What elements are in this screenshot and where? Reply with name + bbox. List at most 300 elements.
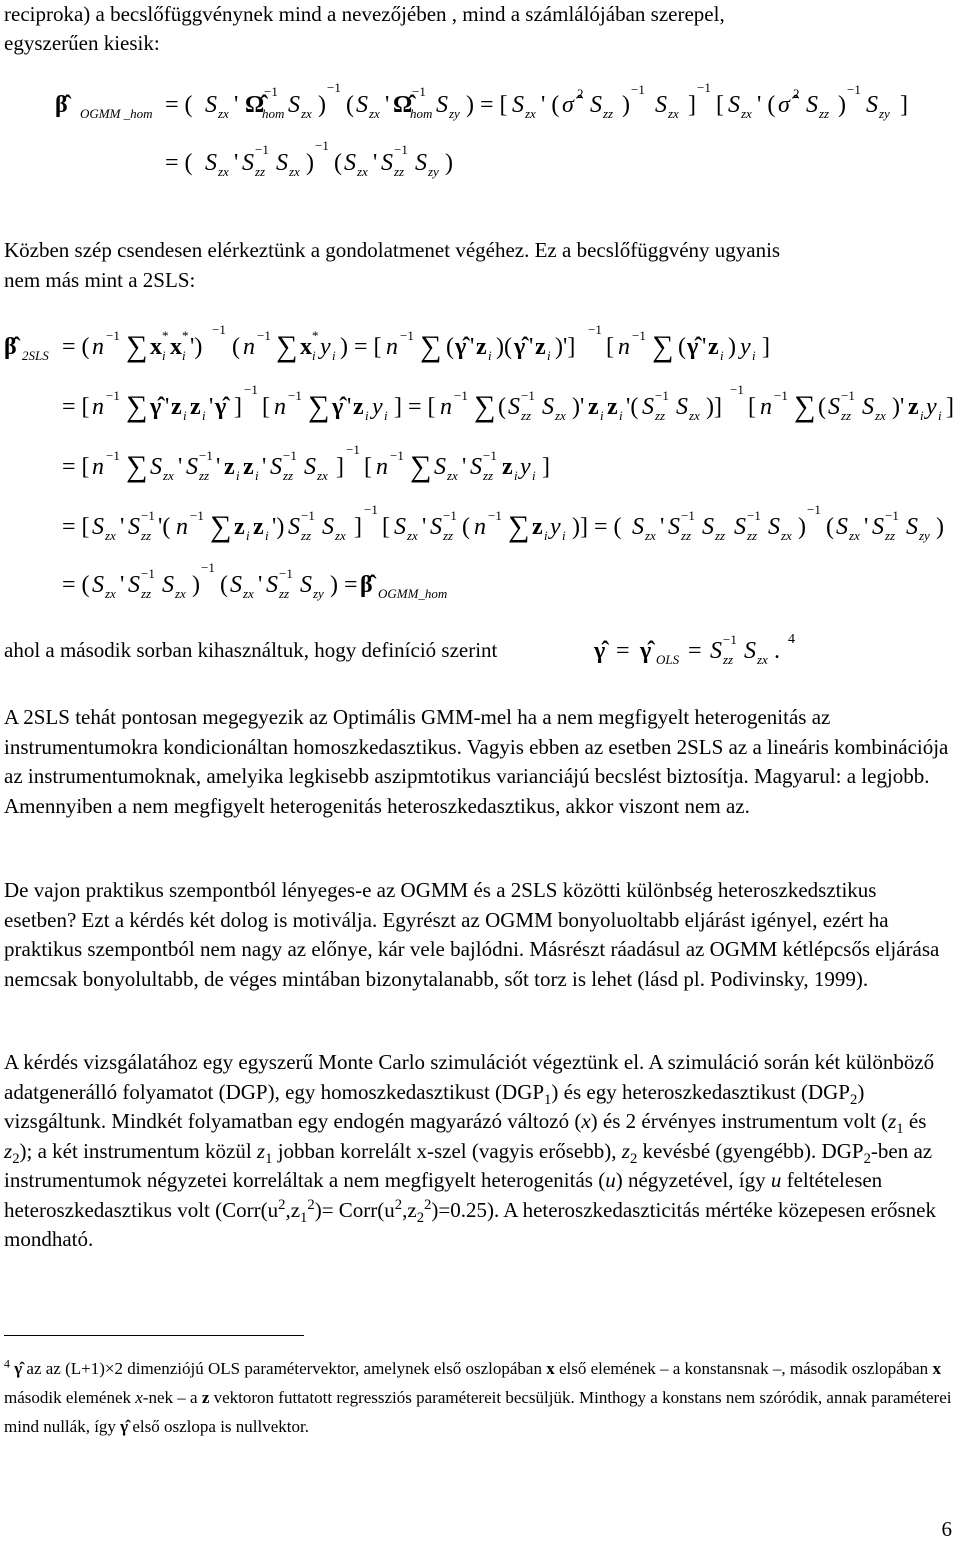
svg-text:S: S (356, 92, 368, 118)
svg-text:−1: −1 (697, 80, 711, 95)
svg-text:)]: )] (706, 394, 722, 420)
svg-text:zx: zx (243, 586, 254, 601)
svg-text:zz: zz (483, 468, 494, 483)
svg-text:n: n (386, 334, 398, 360)
svg-text:[: [ (364, 454, 372, 480)
svg-text:i: i (920, 408, 924, 423)
svg-text:S: S (381, 150, 393, 176)
svg-text:= [: = [ (62, 514, 90, 540)
svg-text:z: z (908, 394, 919, 420)
svg-text:z: z (607, 394, 618, 420)
svg-text:−1: −1 (723, 632, 737, 647)
svg-text:−1: −1 (106, 388, 120, 403)
svg-text:γ̂: γ̂ (150, 394, 162, 420)
svg-text:S: S (128, 572, 140, 598)
svg-text:': ' (120, 572, 125, 598)
svg-text:': ' (422, 514, 427, 540)
svg-text:) = [: ) = [ (340, 334, 382, 360)
svg-text:zx: zx (218, 164, 229, 179)
svg-text:'(: '( (626, 394, 639, 420)
svg-text:zx: zx (645, 528, 656, 543)
svg-text:n: n (618, 334, 630, 360)
svg-text:OGMM_hom: OGMM_hom (378, 586, 448, 601)
svg-text:zy: zy (449, 106, 460, 121)
svg-text:': ' (702, 334, 707, 360)
svg-text:(: ( (334, 150, 342, 176)
eq2-line1-graphic (4, 322, 770, 363)
svg-text:−1: −1 (681, 508, 695, 523)
svg-text:S: S (702, 514, 714, 540)
svg-text:zz: zz (283, 468, 294, 483)
svg-text:−1: −1 (190, 508, 204, 523)
svg-text:n: n (274, 394, 286, 420)
svg-text:zz: zz (279, 586, 290, 601)
footnote-ref-4: 4 (788, 632, 795, 647)
svg-text:−1: −1 (390, 448, 404, 463)
svg-text:zx: zx (689, 408, 700, 423)
svg-text:2SLS: 2SLS (22, 348, 49, 363)
svg-text:y: y (926, 394, 937, 420)
paragraph-a: A 2SLS tehát pontosan megegyezik az Optimális GMM-mel ha a nem megfigyelt heterogenitás az instrumentumokra kondicionáltan homoszkedasztikus. Vagyis ebben az esetben 2SLS az a lineáris kombinációja az instrumentumoknak, amelyika legkisebb aszipmtotikus varianciájú becslést biztosítja. Magyarul: a legjobb. Amennyiben a nem megfigyelt heterogenitás heteroszkedasztikus, akkor viszont nem az. (4, 705, 949, 818)
svg-text:S: S (205, 150, 217, 176)
svg-text:(: ( (678, 334, 686, 360)
para-2sls-line-2: nem más mint a 2SLS: (4, 268, 196, 292)
svg-text:−1: −1 (301, 508, 315, 523)
ahol-formula-graphic (590, 628, 810, 672)
svg-text:β̂: β̂ (360, 572, 373, 598)
svg-text:S: S (394, 514, 406, 540)
svg-text:= [: = [ (62, 394, 90, 420)
svg-text:∑: ∑ (420, 330, 442, 363)
svg-text:−1: −1 (847, 82, 861, 97)
svg-text:−1: −1 (632, 328, 646, 343)
svg-text:S: S (128, 514, 140, 540)
footnote-number: 4 (4, 1356, 10, 1371)
svg-text:y: y (550, 514, 561, 540)
eq2-line5-graphic (62, 560, 447, 601)
svg-text:i: i (236, 468, 240, 483)
svg-text:zz: zz (394, 164, 405, 179)
svg-text:[: [ (748, 394, 756, 420)
svg-text:S: S (744, 638, 756, 664)
svg-text:∑: ∑ (652, 330, 674, 363)
svg-text:i: i (162, 348, 166, 363)
svg-text:S: S (632, 514, 644, 540)
svg-text:zx: zx (301, 106, 312, 121)
svg-text:)': )' (572, 394, 585, 420)
svg-text:zx: zx (175, 586, 186, 601)
svg-text:−1: −1 (885, 508, 899, 523)
svg-text:': ' (258, 572, 263, 598)
svg-text:S: S (304, 454, 316, 480)
eq2-line2-graphic (62, 382, 954, 423)
svg-text:S: S (430, 514, 442, 540)
svg-text:−1: −1 (141, 566, 155, 581)
svg-text:z: z (224, 454, 235, 480)
svg-text:S: S (828, 394, 840, 420)
svg-text:=: = (616, 638, 630, 664)
svg-text:γ̂: γ̂ (687, 334, 699, 360)
footnote-4: $^4$ γ̂ az az (L+1)×2 dimenziójú OLS paramétervektor, amelynek első oszlopában x első elemének – a konstansnak –, második oszlopában x második elemének x-nek – a z vektoron futtatott regressziós paramétereit becsüljük. Minthogy a konstans nem szóródik, annak paraméterei mind nullák, így γ̂ első oszlopa is nullvektor. (4, 1356, 952, 1436)
svg-text:S: S (906, 514, 918, 540)
svg-text:(: ( (346, 92, 354, 118)
svg-text:OLS: OLS (656, 652, 680, 667)
svg-text:=: = (688, 638, 702, 664)
svg-text:γ̂: γ̂ (640, 638, 652, 664)
svg-text:n: n (92, 394, 104, 420)
svg-text:zz: zz (885, 528, 896, 543)
svg-text:zz: zz (681, 528, 692, 543)
svg-text:)(: )( (496, 334, 512, 360)
svg-text:) =: ) = (330, 572, 358, 598)
paragraph-b: De vajon praktikus szempontból lényeges-e az OGMM és a 2SLS közötti különbség heteroszkedsztikus esetben? Ezt a kérdés két dolog is motiválja. Egyrészt az OGMM bonyoluoltabb eljárást igényel, ezért ha praktikus szempontból nem nagy az előnye, kár vele bajlódni. Másrészt ráadásul az OGMM kétlépcsős eljárása nemcsak bonyolultabb, de véges mintában bizonytalanabb, sőt torz is lehet (lásd pl. Podivinsky, 1999). (4, 878, 940, 991)
svg-text:hom: hom (262, 106, 285, 121)
svg-text:−1: −1 (747, 508, 761, 523)
svg-text:zy: zy (919, 528, 930, 543)
svg-text:S: S (322, 514, 334, 540)
svg-text:S: S (508, 394, 520, 420)
equation-graphic (0, 0, 960, 640)
svg-text:∑: ∑ (474, 390, 496, 423)
svg-text:': ' (864, 514, 869, 540)
svg-text:]: ] (354, 514, 362, 540)
svg-text:i: i (619, 408, 623, 423)
svg-text:S: S (512, 92, 524, 118)
svg-text:S: S (866, 92, 878, 118)
svg-text:) = [: ) = [ (466, 92, 508, 118)
ahol-text: ahol a második sorban kihasználtuk, hogy definíció szerint (4, 638, 498, 662)
ahol-line (4, 636, 497, 666)
eq1-line1-graphic (55, 80, 908, 121)
svg-text:': ' (216, 454, 221, 480)
svg-text:n: n (243, 334, 255, 360)
svg-text:−1: −1 (288, 388, 302, 403)
svg-text:y: y (740, 334, 751, 360)
svg-text:': ' (165, 394, 170, 420)
svg-text:': ' (234, 150, 239, 176)
svg-text:−1: −1 (283, 448, 297, 463)
paragraph-c: A kérdés vizsgálatához egy egyszerű Monte Carlo szimulációt végeztünk el. A szimuláció során két különböző adatgenerálló folyamatot (DGP), egy homoszkedasztikust $(DGP_1)$ és egy heteroszkedasztikust $(DGP_2)$ vizsgáltunk. Mindkét folyamatban egy endogén magyarázó változó (x) és 2 érvényes instrumentum volt ($z_1$ és $z_2$); a két instrumentum közül $z_1$ jobban korrelált x-szel (vagyis erősebb), $z_2$ kevésbé (gyengébb). $DGP_2$-ben az instrumentumok négyzetei korreláltak a nem megfigyelt heterogenitás (u) négyzetével, így u feltételesen heteroszkedasztikus volt ($Corr(u^2,z_1^2)=$ $Corr(u^2,z_2^2)=0.25$). A heteroszkedaszticitás mértéke közepesen erősnek mondható. (4, 1050, 936, 1251)
svg-text:S: S (862, 394, 874, 420)
svg-text:−1: −1 (364, 502, 378, 517)
svg-text:z: z (243, 454, 254, 480)
svg-text:): ) (318, 92, 326, 118)
svg-text:i: i (182, 348, 186, 363)
svg-text:]: ] (688, 92, 696, 118)
svg-text:'(: '( (158, 514, 171, 540)
svg-text:σ̂: σ̂ (778, 92, 790, 118)
svg-text:)': )' (892, 394, 905, 420)
svg-text:.: . (774, 638, 780, 664)
svg-text:zz: zz (655, 408, 666, 423)
svg-text:S: S (205, 92, 217, 118)
svg-text:S: S (872, 514, 884, 540)
svg-text:S: S (92, 514, 104, 540)
svg-text:zx: zx (335, 528, 346, 543)
svg-text:2: 2 (577, 86, 584, 101)
svg-text:S: S (434, 454, 446, 480)
svg-text:(: ( (462, 514, 470, 540)
svg-text:zz: zz (141, 528, 152, 543)
svg-text:S: S (300, 572, 312, 598)
svg-text:[: [ (382, 514, 390, 540)
svg-text:zz: zz (141, 586, 152, 601)
svg-text:] = [: ] = [ (394, 394, 436, 420)
svg-text:)] = (: )] = ( (572, 514, 622, 540)
svg-text:S: S (230, 572, 242, 598)
svg-text:': ' (470, 334, 475, 360)
svg-text:(: ( (498, 394, 506, 420)
svg-text:∑: ∑ (410, 450, 432, 483)
svg-text:i: i (332, 348, 336, 363)
svg-text:zx: zx (407, 528, 418, 543)
svg-text:zx: zx (357, 164, 368, 179)
svg-text:x: x (150, 334, 162, 360)
svg-text:' (: ' ( (757, 92, 776, 118)
svg-text:i: i (255, 468, 259, 483)
svg-text:zx: zx (105, 528, 116, 543)
svg-text:i: i (600, 408, 604, 423)
svg-text:−1: −1 (212, 322, 226, 337)
svg-text:S: S (655, 92, 667, 118)
svg-text:': ' (262, 454, 267, 480)
svg-text:−1: −1 (655, 388, 669, 403)
svg-text:x: x (300, 334, 312, 360)
svg-text:zz: zz (603, 106, 614, 121)
svg-text:∑: ∑ (126, 450, 148, 483)
svg-text:]: ] (542, 454, 550, 480)
svg-text:Ω̂: Ω̂ (393, 92, 413, 118)
svg-text:S: S (344, 150, 356, 176)
svg-text:∑: ∑ (126, 330, 148, 363)
svg-text:−1: −1 (483, 448, 497, 463)
page-number: 6 (941, 1517, 952, 1541)
svg-text:i: i (365, 408, 369, 423)
svg-text:−1: −1 (400, 328, 414, 343)
svg-text:= (: = ( (62, 334, 90, 360)
svg-text:*: * (162, 328, 169, 343)
svg-text:): ) (798, 514, 806, 540)
svg-text:]: ] (762, 334, 770, 360)
svg-text:−1: −1 (521, 388, 535, 403)
svg-text:zx: zx (757, 652, 768, 667)
svg-text:−1: −1 (257, 328, 271, 343)
svg-text:zx: zx (875, 408, 886, 423)
svg-text:)']: )'] (555, 334, 576, 360)
svg-text:γ̂: γ̂ (215, 394, 227, 420)
svg-text:n: n (92, 454, 104, 480)
svg-text:(: ( (818, 394, 826, 420)
svg-text:∑: ∑ (126, 390, 148, 423)
svg-text:S: S (162, 572, 174, 598)
svg-text:): ) (838, 92, 846, 118)
svg-text:': ' (529, 334, 534, 360)
svg-text:−1: −1 (199, 448, 213, 463)
svg-text:−1: −1 (264, 84, 278, 99)
svg-text:−1: −1 (488, 508, 502, 523)
svg-text:i: i (720, 348, 724, 363)
svg-text:γ̂: γ̂ (332, 394, 344, 420)
svg-text:): ) (728, 334, 736, 360)
eq1-line2-graphic (165, 138, 453, 179)
svg-text:zz: zz (723, 652, 734, 667)
svg-text:zy: zy (313, 586, 324, 601)
svg-text:−1: −1 (346, 442, 360, 457)
svg-text:zz: zz (715, 528, 726, 543)
svg-text:−1: −1 (315, 138, 329, 153)
svg-text:i: i (562, 528, 566, 543)
svg-text:S: S (150, 454, 162, 480)
svg-text:n: n (474, 514, 486, 540)
svg-text:−1: −1 (412, 84, 426, 99)
svg-text:n: n (92, 334, 104, 360)
svg-text:zz: zz (819, 106, 830, 121)
svg-text:= (: = ( (165, 92, 193, 118)
svg-text:zx: zx (555, 408, 566, 423)
svg-text:γ̂: γ̂ (594, 638, 606, 664)
svg-text:S: S (806, 92, 818, 118)
svg-text:zz: zz (841, 408, 852, 423)
svg-text:i: i (752, 348, 756, 363)
svg-text:': ' (234, 92, 239, 118)
svg-text:i: i (265, 528, 269, 543)
svg-text:zx: zx (369, 106, 380, 121)
svg-text:i: i (202, 408, 206, 423)
svg-text:i: i (514, 468, 518, 483)
svg-text:S: S (186, 454, 198, 480)
svg-text:y: y (520, 454, 531, 480)
svg-text:S: S (470, 454, 482, 480)
svg-text:i: i (532, 468, 536, 483)
svg-text:= [: = [ (62, 454, 90, 480)
svg-text:zz: zz (301, 528, 312, 543)
svg-text:−1: −1 (588, 322, 602, 337)
svg-text:−1: −1 (631, 82, 645, 97)
svg-text:zx: zx (781, 528, 792, 543)
svg-text:z: z (171, 394, 182, 420)
svg-text:[: [ (716, 92, 724, 118)
svg-text:zx: zx (447, 468, 458, 483)
svg-text:(: ( (220, 572, 228, 598)
svg-text:∑: ∑ (210, 510, 232, 543)
svg-text:S: S (415, 150, 427, 176)
svg-text:zx: zx (525, 106, 536, 121)
svg-text:−1: −1 (841, 388, 855, 403)
svg-text:z: z (353, 394, 364, 420)
svg-text:zx: zx (163, 468, 174, 483)
svg-text:z: z (253, 514, 264, 540)
svg-text:z: z (708, 334, 719, 360)
svg-text:[: [ (262, 394, 270, 420)
svg-text:hom: hom (410, 106, 433, 121)
svg-text:n: n (760, 394, 772, 420)
svg-text:zx: zx (317, 468, 328, 483)
svg-text:zx: zx (849, 528, 860, 543)
svg-text:n: n (376, 454, 388, 480)
svg-text:= (: = ( (165, 150, 193, 176)
svg-text:(: ( (446, 334, 454, 360)
svg-text:zx: zx (218, 106, 229, 121)
svg-text:−1: −1 (244, 382, 258, 397)
svg-text:S: S (542, 394, 554, 420)
svg-text:y: y (372, 394, 383, 420)
svg-text:−1: −1 (730, 382, 744, 397)
svg-text:i: i (384, 408, 388, 423)
svg-text:z: z (532, 514, 543, 540)
svg-text:β̂: β̂ (55, 92, 68, 118)
svg-text:z: z (535, 334, 546, 360)
svg-text:): ) (306, 150, 314, 176)
svg-text:∑: ∑ (308, 390, 330, 423)
svg-text:): ) (192, 572, 200, 598)
svg-text:γ̂: γ̂ (514, 334, 526, 360)
svg-text:': ' (209, 394, 214, 420)
svg-text:σ̂: σ̂ (562, 92, 574, 118)
svg-text:−1: −1 (443, 508, 457, 523)
svg-text:zx: zx (668, 106, 679, 121)
svg-text:z: z (502, 454, 513, 480)
svg-text:): ) (936, 514, 944, 540)
eq2-line4-graphic (62, 502, 944, 543)
svg-text:S: S (734, 514, 746, 540)
svg-text:i: i (246, 528, 250, 543)
svg-text:*: * (312, 328, 319, 343)
eq2-line3-graphic (62, 442, 550, 483)
svg-text:S: S (728, 92, 740, 118)
svg-text:S: S (676, 394, 688, 420)
svg-text:): ) (622, 92, 630, 118)
svg-text:−1: −1 (201, 560, 215, 575)
svg-text:' (: ' ( (541, 92, 560, 118)
svg-text:−1: −1 (807, 502, 821, 517)
svg-text:zz: zz (255, 164, 266, 179)
svg-text:−1: −1 (255, 142, 269, 157)
svg-text:OGMM _hom: OGMM _hom (80, 106, 153, 121)
svg-text:*: * (182, 328, 189, 343)
svg-text:= (: = ( (62, 572, 90, 598)
svg-text:S: S (92, 572, 104, 598)
svg-text:y: y (320, 334, 331, 360)
svg-text:'): ') (190, 334, 203, 360)
svg-text:zz: zz (521, 408, 532, 423)
intro-line-2: egyszerűen kiesik: (4, 31, 160, 55)
svg-text:': ' (178, 454, 183, 480)
svg-text:−1: −1 (394, 142, 408, 157)
svg-text:S: S (266, 572, 278, 598)
svg-text:': ' (347, 394, 352, 420)
svg-text:zy: zy (428, 164, 439, 179)
svg-text:S: S (710, 638, 722, 664)
svg-text:i: i (547, 348, 551, 363)
svg-text:(: ( (826, 514, 834, 540)
footnote-rule (4, 1335, 304, 1336)
svg-text:S: S (642, 394, 654, 420)
svg-text:S: S (768, 514, 780, 540)
svg-text:z: z (190, 394, 201, 420)
svg-text:i: i (183, 408, 187, 423)
svg-text:i: i (312, 348, 316, 363)
svg-text:]: ] (946, 394, 954, 420)
svg-text:): ) (445, 150, 453, 176)
svg-text:−1: −1 (279, 566, 293, 581)
svg-text:∑: ∑ (794, 390, 816, 423)
svg-text:−1: −1 (454, 388, 468, 403)
svg-text:S: S (288, 514, 300, 540)
svg-text:−1: −1 (774, 388, 788, 403)
svg-text:−1: −1 (106, 448, 120, 463)
intro-line-1: reciproka) a becslőfüggvénynek mind a nevezőjében , mind a számlálójában szerepel, (4, 2, 725, 26)
svg-text:−1: −1 (327, 80, 341, 95)
